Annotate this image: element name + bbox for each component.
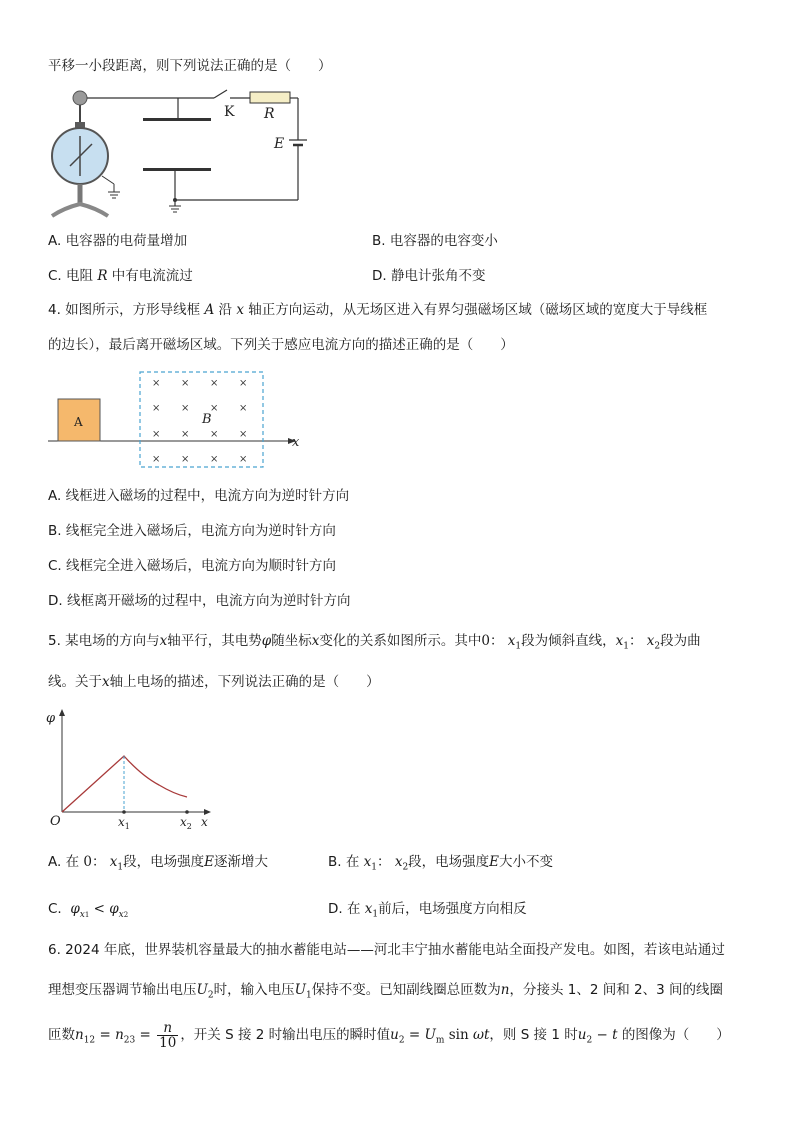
q5-option-a: A. 在 0： $x_1$段，电场强度E逐渐增大 — [48, 854, 268, 873]
q5-stem-line1: 5. 某电场的方向与x轴平行，其电势φ随坐标x变化的关系如图所示。其中0： $x_1$段为倾斜直线，$x_1$： $x_2$段为曲 — [48, 633, 701, 652]
origin-label: O — [50, 814, 61, 829]
svg-text:×: × — [181, 429, 190, 440]
field-crosses — [152, 378, 247, 465]
q3-option-a: A. 电容器的电荷量增加 — [48, 233, 188, 249]
svg-text:×: × — [239, 403, 248, 414]
q4-stem-line2: 的边长），最后离开磁场区域。下列关于感应电流方向的描述正确的是（ ） — [48, 337, 514, 353]
svg-text:×: × — [181, 403, 190, 414]
q4-stem-line1: 4. 如图所示，方形导线框 A 沿 x 轴正方向运动，从无场区进入有界匀强磁场区域（磁场区域的宽度大于导线框 — [48, 302, 708, 318]
q6-stem-line2: 理想变压器调节输出电压$U_2$时，输入电压$U_1$保持不变。已知副线圈总匝数为n，分接头 1、2 间和 2、3 间的线圈 — [48, 982, 723, 1001]
q5-option-b: B. 在 $x_1$： $x_2$段，电场强度E大小不变 — [328, 854, 554, 873]
potential-graph-figure — [44, 706, 224, 830]
phi-axis-label: φ — [46, 711, 56, 726]
q4-option-d: D. 线框离开磁场的过程中，电流方向为逆时针方向 — [48, 593, 351, 609]
q6-stem-line3: 匝数$n_{12} = n_{23}$ = $\frac{n}{10}$ ，开关 S 接 2 时输出电压的瞬时值$u_2 = U_m$ sin ωt，则 S 接 1 时$u_2 - t$ 的图像为（ ） — [48, 1019, 730, 1051]
q5-option-d: D. 在 $x_1$前后，电场强度方向相反 — [328, 901, 527, 920]
q6-stem-line1: 6. 2024 年底，世界装机容量最大的抽水蓄能电站——河北丰宁抽水蓄能电站全面投产发电。如图，若该电站通过 — [48, 942, 725, 958]
q4-option-a: A. 线框进入磁场的过程中，电流方向为逆时针方向 — [48, 488, 350, 504]
capacitor-top-plate — [143, 118, 211, 121]
resistor — [250, 92, 290, 103]
svg-text:×: × — [152, 429, 161, 440]
svg-text:×: × — [239, 454, 248, 465]
q3-option-d: D. 静电计张角不变 — [372, 268, 486, 284]
field-label: B — [202, 412, 212, 427]
electrometer-knob — [73, 91, 87, 105]
capacitor-bottom-plate — [143, 168, 211, 171]
svg-text:×: × — [210, 378, 219, 389]
resistor-label: R — [264, 106, 275, 122]
switch-label: K — [224, 104, 235, 120]
svg-text:×: × — [152, 403, 161, 414]
svg-text:×: × — [152, 378, 161, 389]
battery-label: E — [274, 136, 285, 152]
q3-stem: 平移一小段距离，则下列说法正确的是（ ） — [48, 58, 332, 74]
x1-tick-label: $x_1$ — [118, 815, 130, 830]
loop-a-label: A — [74, 415, 83, 429]
svg-text:×: × — [210, 403, 219, 414]
svg-text:×: × — [181, 454, 190, 465]
x-axis-label: x — [201, 815, 208, 829]
q3-option-c: C. 电阻 R 中有电流流过 — [48, 268, 193, 284]
svg-text:×: × — [239, 429, 248, 440]
svg-text:×: × — [239, 378, 248, 389]
fraction-n-over-10: $\frac{n}{10}$ — [159, 1019, 177, 1051]
svg-text:×: × — [181, 378, 190, 389]
q4-option-b: B. 线框完全进入磁场后，电流方向为逆时针方向 — [48, 523, 336, 539]
x2-tick-label: $x_2$ — [180, 815, 192, 830]
svg-text:×: × — [152, 454, 161, 465]
electrometer-capacitor-circuit-figure — [44, 84, 314, 224]
q5-stem-line2: 线。关于x轴上电场的描述，下列说法正确的是（ ） — [48, 674, 380, 690]
svg-text:×: × — [210, 454, 219, 465]
svg-text:×: × — [210, 429, 219, 440]
x-axis-label: x — [292, 435, 300, 450]
q3-option-b: B. 电容器的电容变小 — [372, 233, 498, 249]
magnetic-field-figure — [48, 368, 308, 472]
q4-option-c: C. 线框完全进入磁场后，电流方向为顺时针方向 — [48, 558, 337, 574]
switch-k — [214, 90, 227, 98]
q5-option-c: C. $\varphi_{x1} < \varphi_{x2}$ — [48, 901, 129, 920]
